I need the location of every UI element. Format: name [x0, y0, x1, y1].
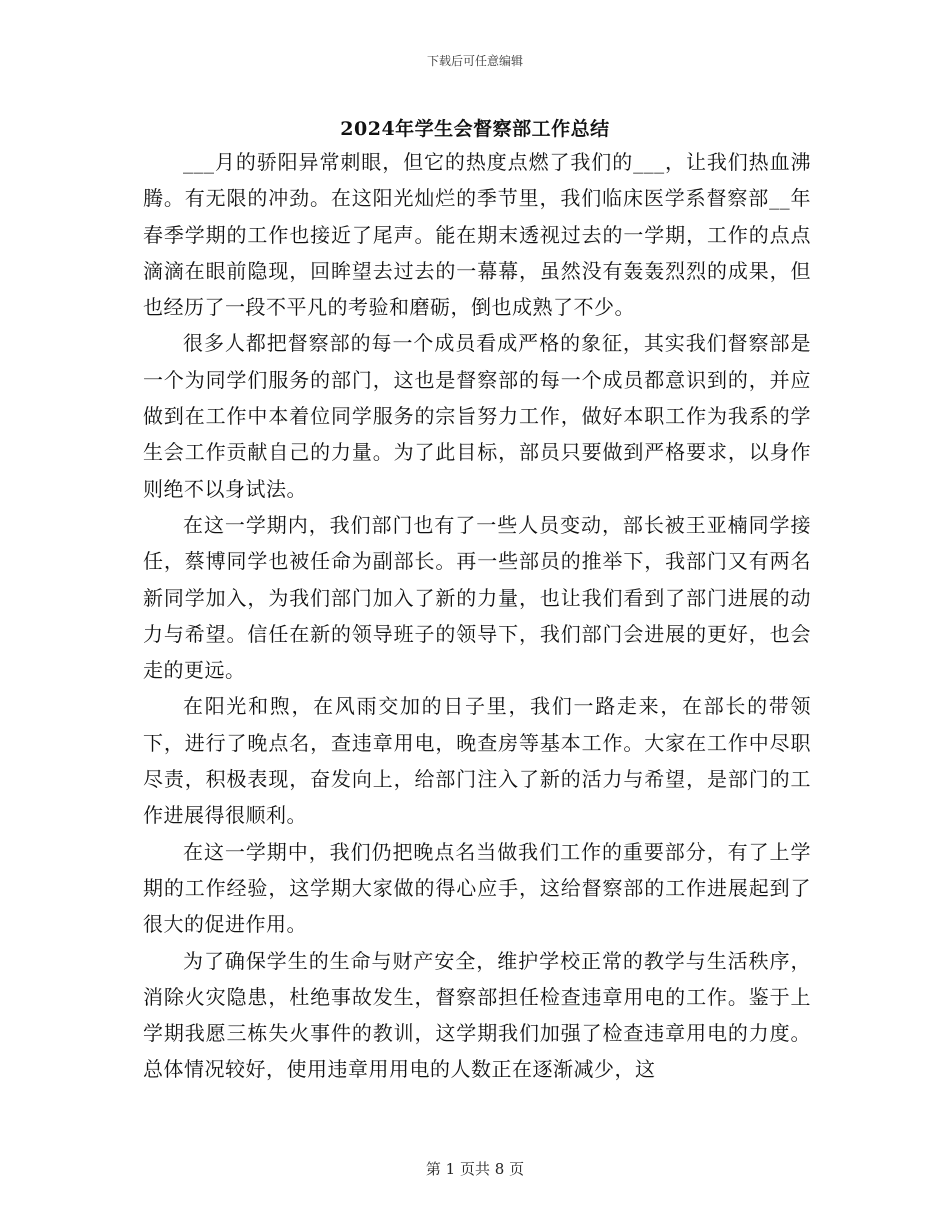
paragraph: 在这一学期内，我们部门也有了一些人员变动，部长被王亚楠同学接任，蔡博同学也被任命为副部长。再一些部员的推举下，我部门又有两名新同学加入，为我们部门加入了新的力量，也让我们看到了部门进展的动力与希望。信任在新的领导班子的领导下，我们部门会进展的更好，也会走的更远。 — [143, 512, 811, 683]
page-number: 第 1 页共 8 页 — [425, 1160, 525, 1178]
paragraph: ___月的骄阳异常刺眼，但它的热度点燃了我们的___，让我们热血沸腾。有无限的冲劲。在这阳光灿烂的季节里，我们临床医学系督察部__年春季学期的工作也接近了尾声。能在期末透视过去的一学期，工作的点点滴滴在眼前隐现，回眸望去过去的一幕幕，虽然没有轰轰烈烈的成果，但也经历了一段不平凡的考验和磨砺，倒也成熟了不少。 — [143, 150, 811, 320]
paragraph: 在阳光和煦，在风雨交加的日子里，我们一路走来，在部长的带领下，进行了晚点名，查违章用电，晚查房等基本工作。大家在工作中尽职尽责，积极表现，奋发向上，给部门注入了新的活力与希望，是部门的工作进展得很顺利。 — [143, 694, 811, 828]
paragraph: 很多人都把督察部的每一个成员看成严格的象征，其实我们督察部是一个为同学们服务的部门，这也是督察部的每一个成员都意识到的，并应做到在工作中本着位同学服务的宗旨努力工作，做好本职工作为我系的学生会工作贡献自己的力量。为了此目标，部员只要做到严格要求，以身作则绝不以身试法。 — [143, 331, 811, 501]
document-title: 2024年学生会督察部工作总结 — [340, 118, 610, 140]
paragraph: 为了确保学生的生命与财产安全，维护学校正常的教学与生活秩序，消除火灾隐患，杜绝事故发生，督察部担任检查违章用电的工作。鉴于上学期我愿三栋失火事件的教训，这学期我们加强了检查违章用电的力度。总体情况较好，使用违章用用电的人数正在逐渐减少，这 — [143, 948, 811, 1082]
paragraph: 在这一学期中，我们仍把晚点名当做我们工作的重要部分，有了上学期的工作经验，这学期大家做的得心应手，这给督察部的工作进展起到了很大的促进作用。 — [143, 839, 811, 937]
document-body — [143, 144, 811, 1088]
header-note: 下载后可任意编辑 — [426, 54, 523, 68]
